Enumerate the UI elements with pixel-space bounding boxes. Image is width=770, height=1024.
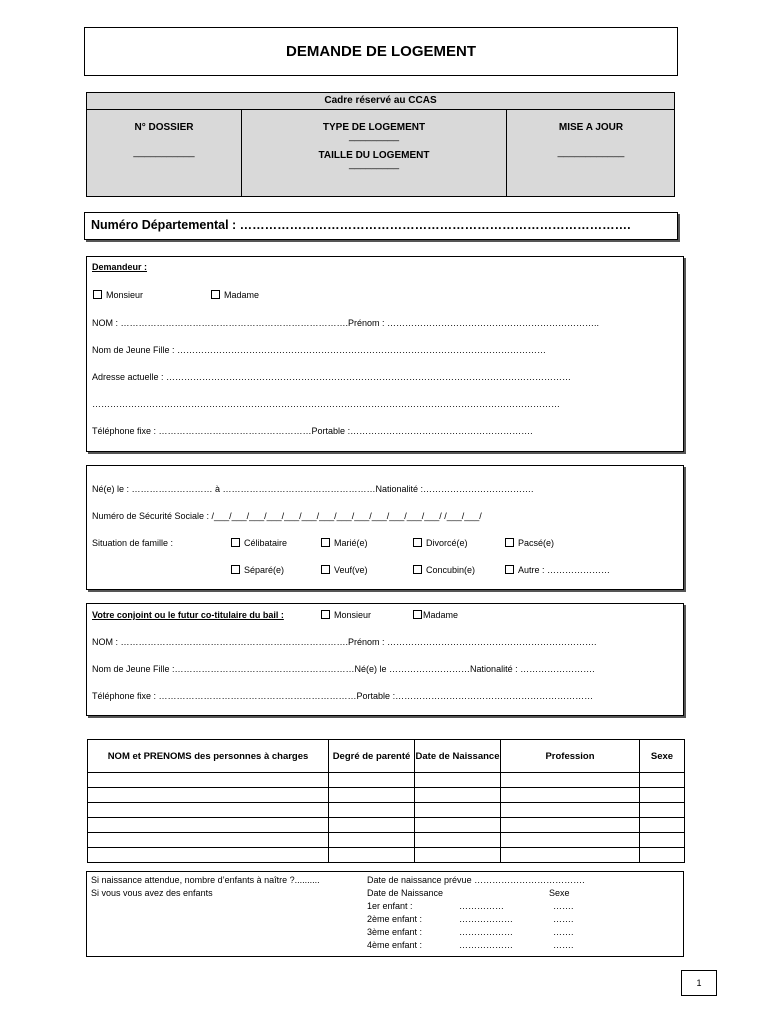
page-title: DEMANDE DE LOGEMENT <box>285 43 476 60</box>
title-box <box>84 27 678 76</box>
table-cell[interactable] <box>329 803 415 818</box>
option-veuf[interactable] <box>321 565 368 575</box>
table-cell[interactable] <box>415 788 501 803</box>
conjoint-monsieur[interactable] <box>321 610 371 620</box>
table-cell[interactable] <box>88 803 329 818</box>
table-cell[interactable] <box>415 818 501 833</box>
checkbox[interactable] <box>413 610 422 619</box>
option-marie[interactable] <box>321 538 368 548</box>
table-row <box>88 818 685 833</box>
enfants-label: Si vous vous avez des enfants <box>91 888 213 898</box>
conjoint-nom-field[interactable]: NOM : ………………………………………………………………….Prénom : ……………………………………………………………. <box>92 637 597 647</box>
col-sexe: Sexe <box>640 740 685 773</box>
option-concubin[interactable] <box>413 565 475 575</box>
table-cell[interactable] <box>329 833 415 848</box>
table-cell[interactable] <box>415 833 501 848</box>
option-separe[interactable] <box>231 565 284 575</box>
table-cell[interactable] <box>415 773 501 788</box>
option-label: Séparé(e) <box>244 565 285 575</box>
situation-label: Situation de famille : <box>92 538 174 548</box>
table-cell[interactable] <box>501 803 640 818</box>
checkbox[interactable] <box>413 565 422 574</box>
conjoint-heading: Votre conjoint ou le futur co-titulaire du bail : <box>92 610 284 620</box>
checkbox[interactable] <box>505 565 514 574</box>
table-cell[interactable] <box>640 818 685 833</box>
table-cell[interactable] <box>640 833 685 848</box>
taille-value: _________ <box>348 159 400 170</box>
option-divorce[interactable] <box>413 538 468 548</box>
sexe-label: Sexe <box>549 888 570 898</box>
option-label: Célibataire <box>244 538 288 548</box>
table-cell[interactable] <box>640 803 685 818</box>
checkbox[interactable] <box>321 538 330 547</box>
table-cell[interactable] <box>640 848 685 863</box>
table-row <box>88 803 685 818</box>
checkbox[interactable] <box>93 290 102 299</box>
numero-departemental[interactable]: Numéro Départemental : …………………………………………………………………………………. <box>91 218 631 232</box>
secu-field[interactable]: Numéro de Sécurité Sociale : /___/___/___/___/___/___/___/___/___/___/___/___/___/ /___/___/ <box>92 511 482 521</box>
date-prevue-field[interactable]: Date de naissance prévue ………………………………. <box>367 875 585 885</box>
option-label: Marié(e) <box>334 538 368 548</box>
table-cell[interactable] <box>501 773 640 788</box>
table-cell[interactable] <box>640 788 685 803</box>
table-row <box>88 833 685 848</box>
naissance-attendue-field[interactable]: Si naissance attendue, nombre d’enfants à naître ?.......... <box>91 875 320 885</box>
demandeur-jeune-fille-field[interactable]: Nom de Jeune Fille : …………………………………………………………………………………………………………… <box>92 345 547 355</box>
madame-label: Madame <box>423 610 459 620</box>
enfant-label: 3ème enfant : <box>367 927 423 937</box>
option-label: Autre : ………………… <box>518 565 611 575</box>
table-cell[interactable] <box>88 788 329 803</box>
checkbox[interactable] <box>321 610 330 619</box>
conjoint-madame[interactable] <box>413 610 458 620</box>
demandeur-monsieur[interactable] <box>93 290 143 300</box>
ne-le-field[interactable]: Né(e) le : ……………………… à ……………………………………………Nationalité :………………………………. <box>92 484 534 494</box>
table-row <box>88 788 685 803</box>
checkbox[interactable] <box>505 538 514 547</box>
page-number: 1 <box>681 970 717 996</box>
checkbox[interactable] <box>211 290 220 299</box>
dossier-label: N° DOSSIER <box>134 122 194 133</box>
table-cell[interactable] <box>640 773 685 788</box>
date-naissance-label: Date de Naissance <box>367 888 444 898</box>
option-label: Divorcé(e) <box>426 538 468 548</box>
demandeur-heading: Demandeur : <box>92 262 148 272</box>
maj-value: ____________ <box>557 147 625 158</box>
type-col <box>242 110 506 197</box>
table-cell[interactable] <box>501 848 640 863</box>
enfant-label: 2ème enfant : <box>367 914 423 924</box>
table-cell[interactable] <box>415 848 501 863</box>
table-cell[interactable] <box>88 773 329 788</box>
conjoint-jeune-fille-field[interactable]: Nom de Jeune Fille :……………………………………………………Né(e) le ………………………Nationalité : ……………………. <box>92 664 595 674</box>
option-label: Concubin(e) <box>426 565 476 575</box>
enfant-label: 1er enfant : <box>367 901 413 911</box>
personnes-table <box>87 739 685 863</box>
dossier-col <box>87 110 241 197</box>
table-row <box>88 848 685 863</box>
table-cell[interactable] <box>88 848 329 863</box>
option-label: Veuf(ve) <box>334 565 368 575</box>
enfant-label: 4ème enfant : <box>367 940 423 950</box>
col-profession: Profession <box>501 740 640 773</box>
demandeur-madame[interactable] <box>211 290 259 300</box>
demandeur-section <box>86 256 684 452</box>
enfant-date-field[interactable]: ……………… <box>459 927 513 937</box>
enfant-date-field[interactable]: ……………… <box>459 940 513 950</box>
enfant-sexe-field[interactable]: ……. <box>553 914 574 924</box>
table-cell[interactable] <box>329 773 415 788</box>
monsieur-label: Monsieur <box>334 610 372 620</box>
col-date: Date de Naissance <box>415 740 501 773</box>
conjoint-telephone-field[interactable]: Téléphone fixe : …………………………………………………………Portable :………………………………………………………… <box>92 691 594 701</box>
table-cell[interactable] <box>329 818 415 833</box>
option-label: Pacsé(e) <box>518 538 555 548</box>
table-cell[interactable] <box>501 788 640 803</box>
monsieur-label: Monsieur <box>106 290 144 300</box>
table-cell[interactable] <box>88 833 329 848</box>
table-cell[interactable] <box>329 788 415 803</box>
numero-box <box>84 212 678 240</box>
option-celibataire[interactable] <box>231 538 287 548</box>
maj-col <box>507 110 675 197</box>
enfant-date-field[interactable]: …………… <box>459 901 504 911</box>
option-pacse[interactable] <box>505 538 554 548</box>
dossier-value: ___________ <box>133 147 195 158</box>
table-cell[interactable] <box>501 833 640 848</box>
enfants-section <box>86 871 684 957</box>
demandeur-adresse-field[interactable]: Adresse actuelle : ……………………………………………………………………………………………………………………… <box>92 372 572 382</box>
enfant-sexe-field[interactable]: ……. <box>553 940 574 950</box>
demandeur-adresse2-field[interactable]: ………………………………………………………………………………………………………………………………………… <box>92 399 560 409</box>
table-cell[interactable] <box>329 848 415 863</box>
maj-label: MISE A JOUR <box>558 122 624 133</box>
enfant-sexe-field[interactable]: ……. <box>553 901 574 911</box>
col-nom: NOM et PRENOMS des personnes à charges <box>88 740 329 773</box>
type-value: _________ <box>348 131 400 142</box>
col-degre: Degré de parenté <box>329 740 415 773</box>
demandeur-telephone-field[interactable]: Téléphone fixe : ……………………………………………Portable :……………………………………………………. <box>92 426 533 436</box>
madame-label: Madame <box>224 290 260 300</box>
table-header-row <box>88 740 685 773</box>
type-label: TYPE DE LOGEMENT <box>322 122 426 133</box>
demandeur-nom-field[interactable]: NOM : ………………………………………………………………….Prénom : …………………………………………………………….. <box>92 318 600 328</box>
enfant-sexe-field[interactable]: ……. <box>553 927 574 937</box>
table-cell[interactable] <box>501 818 640 833</box>
table-row <box>88 773 685 788</box>
option-autre[interactable] <box>505 565 610 575</box>
checkbox[interactable] <box>231 538 240 547</box>
taille-label: TAILLE DU LOGEMENT <box>318 150 430 161</box>
ccas-frame <box>86 92 675 197</box>
situation-section <box>86 465 684 590</box>
conjoint-section <box>86 603 684 716</box>
table-cell[interactable] <box>415 803 501 818</box>
checkbox[interactable] <box>413 538 422 547</box>
enfant-date-field[interactable]: ……………… <box>459 914 513 924</box>
checkbox[interactable] <box>321 565 330 574</box>
table-cell[interactable] <box>88 818 329 833</box>
ccas-header: Cadre réservé au CCAS <box>87 93 674 110</box>
checkbox[interactable] <box>231 565 240 574</box>
